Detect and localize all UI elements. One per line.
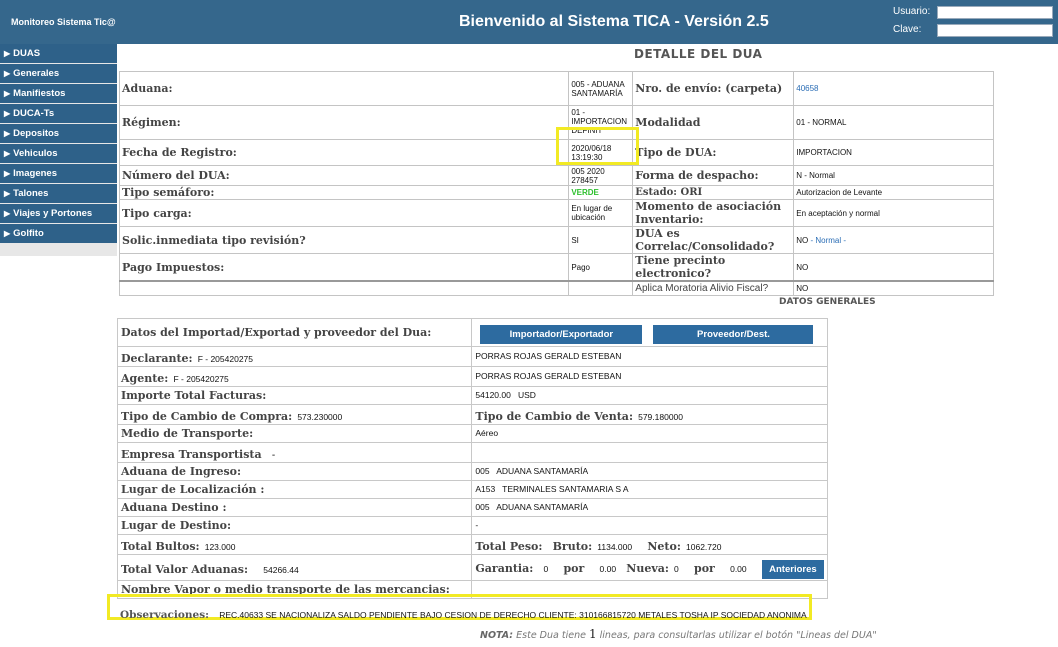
- app-left-title: Monitoreo Sistema Tic@: [11, 17, 116, 27]
- sidebar-item-label: Golfito: [13, 228, 44, 239]
- aduana-label: Aduana:: [120, 72, 569, 106]
- sidebar-item-label: Manifiestos: [13, 88, 66, 99]
- regimen-value-text: 01 - IMPORTACION DEFINIT: [571, 107, 628, 135]
- sidebar-item-depositos[interactable]: [0, 124, 117, 143]
- tc-compra-cell: [118, 405, 472, 425]
- nota-post-text: lineas, para consultarlas utilizar el botón "Lineas del DUA": [599, 630, 877, 641]
- neto-value: 1062.720: [686, 542, 722, 552]
- nota-line-count: 1: [588, 627, 597, 641]
- sidebar-item-label: Imagenes: [13, 168, 57, 179]
- declarante-id: F - 205420275: [197, 354, 253, 364]
- correlac-value-text: NO: [796, 235, 809, 245]
- peso-cell: [472, 535, 828, 555]
- importe-currency: USD: [517, 390, 536, 400]
- top-header: [0, 0, 1058, 44]
- general-row: [118, 347, 828, 367]
- general-row: [118, 443, 828, 463]
- estado-value: Autorizacion de Levante: [794, 186, 994, 200]
- garantia-amount: 0.00: [599, 563, 617, 574]
- importador-button[interactable]: Importador/Exportador: [480, 325, 642, 344]
- observaciones-value: REC.40633 SE NACIONALIZA SALDO PENDIENTE BAJO CESION DE DERECHO CLIENTE: 310166815720 METALES TOSHA IP SOCIEDAD ANONIMA: [219, 610, 807, 620]
- declarante-label: Declarante:: [121, 352, 193, 365]
- correlac-label: DUA es Correlac/Consolidado?: [633, 227, 794, 254]
- aduana-ingreso-value: 005 ADUANA SANTAMARÍA: [472, 463, 828, 481]
- neto-label: Neto:: [647, 540, 681, 553]
- tipo-dua-label: Tipo de DUA:: [633, 140, 794, 166]
- declarante-name: PORRAS ROJAS GERALD ESTEBAN: [472, 347, 828, 367]
- agente-cell: [118, 367, 472, 387]
- detail-row: [120, 186, 994, 200]
- triangle-right-icon: ▶: [4, 149, 11, 158]
- por-label-2: por: [694, 561, 715, 575]
- modalidad-value: 01 - NORMAL: [794, 106, 994, 140]
- triangle-right-icon: ▶: [4, 229, 11, 238]
- solic-value: SI: [569, 227, 633, 254]
- estado-label: Estado: ORI: [633, 186, 794, 200]
- triangle-right-icon: ▶: [4, 69, 11, 78]
- garantia-value: 0: [543, 563, 549, 574]
- general-row: [118, 319, 828, 347]
- solic-label: Solic.inmediata tipo revisión?: [120, 227, 569, 254]
- general-row: [118, 405, 828, 425]
- general-row: [118, 425, 828, 443]
- observaciones: [120, 603, 807, 622]
- vapor-label: Nombre Vapor o medio transporte de las mercancias:: [118, 581, 472, 599]
- user-input[interactable]: [937, 6, 1053, 19]
- page-title: Bienvenido al Sistema TICA - Versión 2.5: [459, 13, 769, 30]
- por-label: por: [563, 561, 585, 575]
- aduana-destino-label: Aduana Destino :: [118, 499, 472, 517]
- sidebar-item-golfito[interactable]: [0, 224, 117, 243]
- fecha-date: 2020/06/18: [571, 143, 612, 153]
- correlac-value: [794, 227, 994, 254]
- general-row: [118, 463, 828, 481]
- nota-pre-text: Este Dua tiene: [516, 630, 586, 641]
- importad-buttons-cell: [472, 319, 828, 347]
- carga-value: En lugar de ubicación: [569, 200, 633, 227]
- triangle-right-icon: ▶: [4, 89, 11, 98]
- general-row: [118, 499, 828, 517]
- aduana-value: 005 - ADUANA SANTAMARÍA: [569, 72, 633, 106]
- precinto-label: Tiene precinto electronico?: [633, 254, 794, 282]
- sidebar-item-vehiculos[interactable]: [0, 144, 117, 163]
- detail-table: [119, 71, 994, 296]
- nro-envio-label: Nro. de envío: (carpeta): [633, 72, 794, 106]
- nota-footer: [480, 627, 877, 641]
- general-table: [117, 318, 828, 599]
- general-row: [118, 535, 828, 555]
- datos-generales-title: DATOS GENERALES: [779, 297, 876, 307]
- nota-label: NOTA:: [480, 630, 514, 641]
- sidebar-item-duas[interactable]: [0, 44, 117, 63]
- general-row: [118, 387, 828, 405]
- triangle-right-icon: ▶: [4, 109, 11, 118]
- aduana-destino-value: 005 ADUANA SANTAMARÍA: [472, 499, 828, 517]
- modalidad-label: Modalidad: [633, 106, 794, 140]
- medio-label: Medio de Transporte:: [118, 425, 472, 443]
- highlight-fecha-box: [556, 127, 639, 165]
- regimen-label: Régimen:: [120, 106, 569, 140]
- momento-label: Momento de asociación Inventario:: [633, 200, 794, 227]
- sidebar-item-imagenes[interactable]: [0, 164, 117, 183]
- pago-label: Pago Impuestos:: [120, 254, 569, 282]
- general-row: [118, 367, 828, 387]
- momento-value: En aceptación y normal: [794, 200, 994, 227]
- lugar-destino-value: -: [472, 517, 828, 535]
- bultos-value: 123.000: [204, 542, 236, 552]
- sidebar-item-duca-ts[interactable]: [0, 104, 117, 123]
- empty-cell: [472, 443, 828, 463]
- importe-value: 54120.00: [475, 390, 511, 400]
- lugar-localizacion-label: Lugar de Localización :: [118, 481, 472, 499]
- empresa-label: Empresa Transportista: [121, 448, 262, 461]
- sidebar-item-label: Generales: [13, 68, 60, 79]
- lugar-localizacion-value: A153 TERMINALES SANTAMARIA S A: [472, 481, 828, 499]
- empresa-cell: [118, 443, 472, 463]
- triangle-right-icon: ▶: [4, 209, 11, 218]
- agente-id: F - 205420275: [173, 374, 229, 384]
- bultos-cell: [118, 535, 472, 555]
- bultos-label: Total Bultos:: [121, 540, 200, 553]
- triangle-right-icon: ▶: [4, 129, 11, 138]
- precinto-value: NO: [794, 254, 994, 282]
- valor-label: Total Valor Aduanas:: [121, 563, 248, 576]
- detail-row: [120, 254, 994, 282]
- forma-label: Forma de despacho:: [633, 166, 794, 186]
- detail-title: DETALLE DEL DUA: [634, 47, 763, 61]
- detail-row: [120, 227, 994, 254]
- observaciones-label: Observaciones:: [120, 609, 210, 621]
- general-row: [118, 481, 828, 499]
- sidebar-item-label: DUCA-Ts: [13, 108, 55, 119]
- numero-label: Número del DUA:: [120, 166, 569, 186]
- triangle-right-icon: ▶: [4, 189, 11, 198]
- carga-label: Tipo carga:: [120, 200, 569, 227]
- semaforo-value: VERDE: [569, 186, 633, 200]
- tc-compra-label: Tipo de Cambio de Compra:: [121, 410, 293, 423]
- peso-label: Total Peso:: [475, 540, 543, 553]
- empresa-value: -: [271, 450, 276, 461]
- nro-envio-link[interactable]: 40658: [794, 72, 994, 106]
- semaforo-label: Tipo semáforo:: [120, 186, 569, 200]
- empty-cell: [569, 281, 633, 295]
- general-row: [118, 517, 828, 535]
- sidebar-item-label: Vehiculos: [13, 148, 58, 159]
- fecha-label: Fecha de Registro:: [120, 140, 569, 166]
- sidebar-nav: [0, 44, 117, 256]
- bruto-value: 1134.000: [597, 542, 633, 552]
- sidebar-item-label: Talones: [13, 188, 49, 199]
- importe-label: Importe Total Facturas:: [118, 387, 472, 405]
- tipo-dua-value: IMPORTACION: [794, 140, 994, 166]
- sidebar-item-viajes[interactable]: [0, 204, 117, 223]
- sidebar-item-manifiestos[interactable]: [0, 84, 117, 103]
- password-input[interactable]: [937, 24, 1053, 37]
- nueva-amount: 0.00: [730, 563, 747, 574]
- garantia-label: Garantia:: [475, 561, 534, 575]
- general-row: [118, 555, 828, 581]
- importe-cell: [472, 387, 828, 405]
- sidebar-item-label: DUAS: [13, 48, 41, 59]
- nueva-value: 0: [674, 563, 679, 574]
- sidebar-item-generales[interactable]: [0, 64, 117, 83]
- valor-cell: [118, 555, 472, 581]
- tc-venta-label: Tipo de Cambio de Venta:: [475, 410, 633, 423]
- medio-value: Aéreo: [472, 425, 828, 443]
- lugar-destino-label: Lugar de Destino:: [118, 517, 472, 535]
- sidebar-item-label: Depositos: [13, 128, 60, 139]
- fecha-time: 13:19:30: [571, 152, 603, 162]
- detail-row: [120, 72, 994, 106]
- moratoria-value: NO: [794, 281, 994, 295]
- valor-value: 54266.44: [263, 565, 299, 575]
- garantia-cell: [472, 555, 828, 581]
- sidebar-item-talones[interactable]: [0, 184, 117, 203]
- bruto-label: Bruto:: [552, 540, 593, 553]
- declarante-cell: [118, 347, 472, 367]
- agente-label: Agente:: [121, 372, 169, 385]
- pago-value: Pago: [569, 254, 633, 282]
- password-label: Clave:: [893, 24, 922, 35]
- detail-row: [120, 200, 994, 227]
- nueva-label: Nueva:: [626, 561, 669, 575]
- moratoria-label: Aplica Moratoria Alivio Fiscal?: [633, 281, 794, 295]
- sidebar-item-label: Viajes y Portones: [13, 208, 93, 219]
- agente-name: PORRAS ROJAS GERALD ESTEBAN: [472, 367, 828, 387]
- user-label: Usuario:: [893, 6, 931, 17]
- importad-header-label: Datos del Importad/Exportad y proveedor del Dua:: [118, 319, 472, 347]
- detail-row: [120, 281, 994, 295]
- numero-value: 005 2020 278457: [569, 166, 633, 186]
- triangle-right-icon: ▶: [4, 169, 11, 178]
- tc-compra-value: 573.230000: [297, 412, 343, 422]
- empty-cell: [120, 281, 569, 295]
- proveedor-button[interactable]: Proveedor/Dest.: [653, 325, 813, 344]
- triangle-right-icon: ▶: [4, 49, 11, 58]
- detail-row: [120, 166, 994, 186]
- forma-value: N - Normal: [794, 166, 994, 186]
- correlac-normal-link[interactable]: - Normal -: [810, 235, 847, 245]
- tc-venta-value: 579.180000: [638, 412, 684, 422]
- aduana-ingreso-label: Aduana de Ingreso:: [118, 463, 472, 481]
- tc-venta-cell: [472, 405, 828, 425]
- anteriores-button[interactable]: Anteriores: [762, 560, 824, 579]
